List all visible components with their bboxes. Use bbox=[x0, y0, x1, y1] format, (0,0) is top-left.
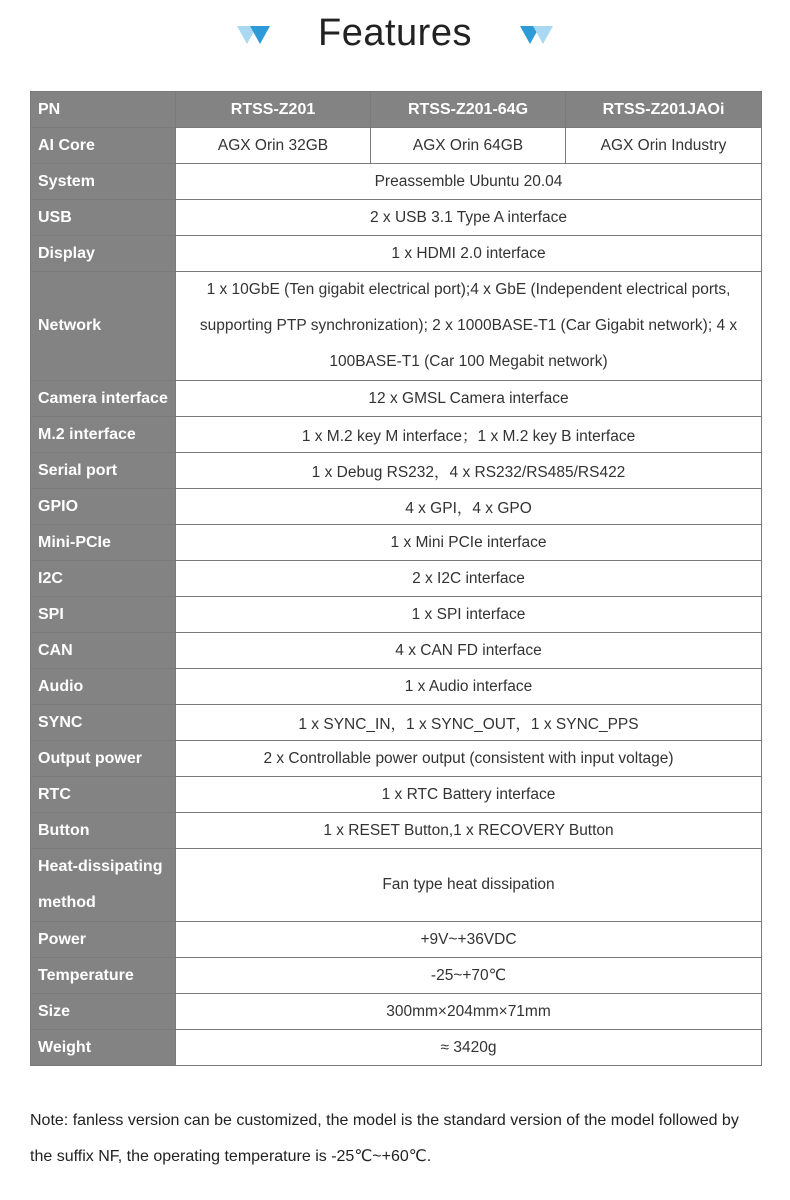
table-row bbox=[31, 741, 762, 777]
table-row bbox=[31, 849, 762, 922]
table-row bbox=[31, 272, 762, 381]
row-value: 1 x 10GbE (Ten gigabit electrical port);4 x GbE (Independent electrical ports, supporting PTP synchronization); 2 x 1000BASE-T1 (Car Gigabit network); 4 x 100BASE-T1 (Car 100 Megabit network) bbox=[176, 272, 762, 381]
table-row bbox=[31, 777, 762, 813]
row-value: 1 x Mini PCIe interface bbox=[176, 525, 762, 561]
row-value: 2 x Controllable power output (consistent with input voltage) bbox=[176, 741, 762, 777]
row-label: Display bbox=[31, 236, 176, 272]
row-value: AGX Orin 64GB bbox=[371, 128, 566, 164]
row-value: 4 x GPI，4 x GPO bbox=[176, 489, 762, 525]
row-value: 12 x GMSL Camera interface bbox=[176, 381, 762, 417]
table-row bbox=[31, 994, 762, 1030]
table-row bbox=[31, 489, 762, 525]
row-label: Audio bbox=[31, 669, 176, 705]
row-value: 1 x RESET Button,1 x RECOVERY Button bbox=[176, 813, 762, 849]
row-label: Mini-PCIe bbox=[31, 525, 176, 561]
row-label: AI Core bbox=[31, 128, 176, 164]
table-row bbox=[31, 813, 762, 849]
page-title: Features bbox=[318, 12, 472, 54]
row-value: 1 x Audio interface bbox=[176, 669, 762, 705]
column-header: RTSS-Z201JAOi bbox=[566, 92, 762, 128]
table-row bbox=[31, 669, 762, 705]
row-label: Weight bbox=[31, 1030, 176, 1066]
row-value: 4 x CAN FD interface bbox=[176, 633, 762, 669]
row-value: Preassemble Ubuntu 20.04 bbox=[176, 164, 762, 200]
row-value: 1 x M.2 key M interface；1 x M.2 key B interface bbox=[176, 417, 762, 453]
row-label: Size bbox=[31, 994, 176, 1030]
row-value: 1 x Debug RS232，4 x RS232/RS485/RS422 bbox=[176, 453, 762, 489]
row-value: AGX Orin Industry bbox=[566, 128, 762, 164]
row-label: SPI bbox=[31, 597, 176, 633]
features-table bbox=[30, 91, 762, 1066]
row-value: 2 x USB 3.1 Type A interface bbox=[176, 200, 762, 236]
table-row bbox=[31, 958, 762, 994]
row-label: M.2 interface bbox=[31, 417, 176, 453]
row-label: Camera interface bbox=[31, 381, 176, 417]
table-row bbox=[31, 200, 762, 236]
row-label: Button bbox=[31, 813, 176, 849]
row-label: CAN bbox=[31, 633, 176, 669]
table-row bbox=[31, 525, 762, 561]
table-row bbox=[31, 1030, 762, 1066]
column-header: PN bbox=[31, 92, 176, 128]
row-label: SYNC bbox=[31, 705, 176, 741]
table-row bbox=[31, 453, 762, 489]
row-value: -25~+70℃ bbox=[176, 958, 762, 994]
table-row bbox=[31, 705, 762, 741]
row-value: Fan type heat dissipation bbox=[176, 849, 762, 922]
table-row bbox=[31, 164, 762, 200]
row-label: USB bbox=[31, 200, 176, 236]
row-label: Heat-dissipating method bbox=[31, 849, 176, 922]
column-header: RTSS-Z201-64G bbox=[371, 92, 566, 128]
row-value: AGX Orin 32GB bbox=[176, 128, 371, 164]
triangle-decoration-icon bbox=[520, 26, 554, 44]
row-label: RTC bbox=[31, 777, 176, 813]
row-label: I2C bbox=[31, 561, 176, 597]
row-label: GPIO bbox=[31, 489, 176, 525]
row-value: 1 x HDMI 2.0 interface bbox=[176, 236, 762, 272]
row-label: Output power bbox=[31, 741, 176, 777]
table-header-row bbox=[31, 92, 762, 128]
row-label: Temperature bbox=[31, 958, 176, 994]
row-value: +9V~+36VDC bbox=[176, 922, 762, 958]
table-row bbox=[31, 597, 762, 633]
column-header: RTSS-Z201 bbox=[176, 92, 371, 128]
table-row bbox=[31, 381, 762, 417]
row-label: Power bbox=[31, 922, 176, 958]
row-value: 1 x SYNC_IN，1 x SYNC_OUT，1 x SYNC_PPS bbox=[176, 705, 762, 741]
table-row bbox=[31, 561, 762, 597]
table-row bbox=[31, 128, 762, 164]
section-header bbox=[0, 0, 790, 70]
footnote: Note: fanless version can be customized, the model is the standard version of the model followed by the suffix NF, the operating temperature is -25℃~+60℃. bbox=[30, 1112, 739, 1165]
table-row bbox=[31, 633, 762, 669]
table-row bbox=[31, 922, 762, 958]
row-value: 300mm×204mm×71mm bbox=[176, 994, 762, 1030]
row-value: ≈ 3420g bbox=[176, 1030, 762, 1066]
table-row bbox=[31, 236, 762, 272]
row-label: Serial port bbox=[31, 453, 176, 489]
row-value: 1 x RTC Battery interface bbox=[176, 777, 762, 813]
row-label: System bbox=[31, 164, 176, 200]
row-label: Network bbox=[31, 272, 176, 381]
row-value: 1 x SPI interface bbox=[176, 597, 762, 633]
table-row bbox=[31, 417, 762, 453]
row-value: 2 x I2C interface bbox=[176, 561, 762, 597]
